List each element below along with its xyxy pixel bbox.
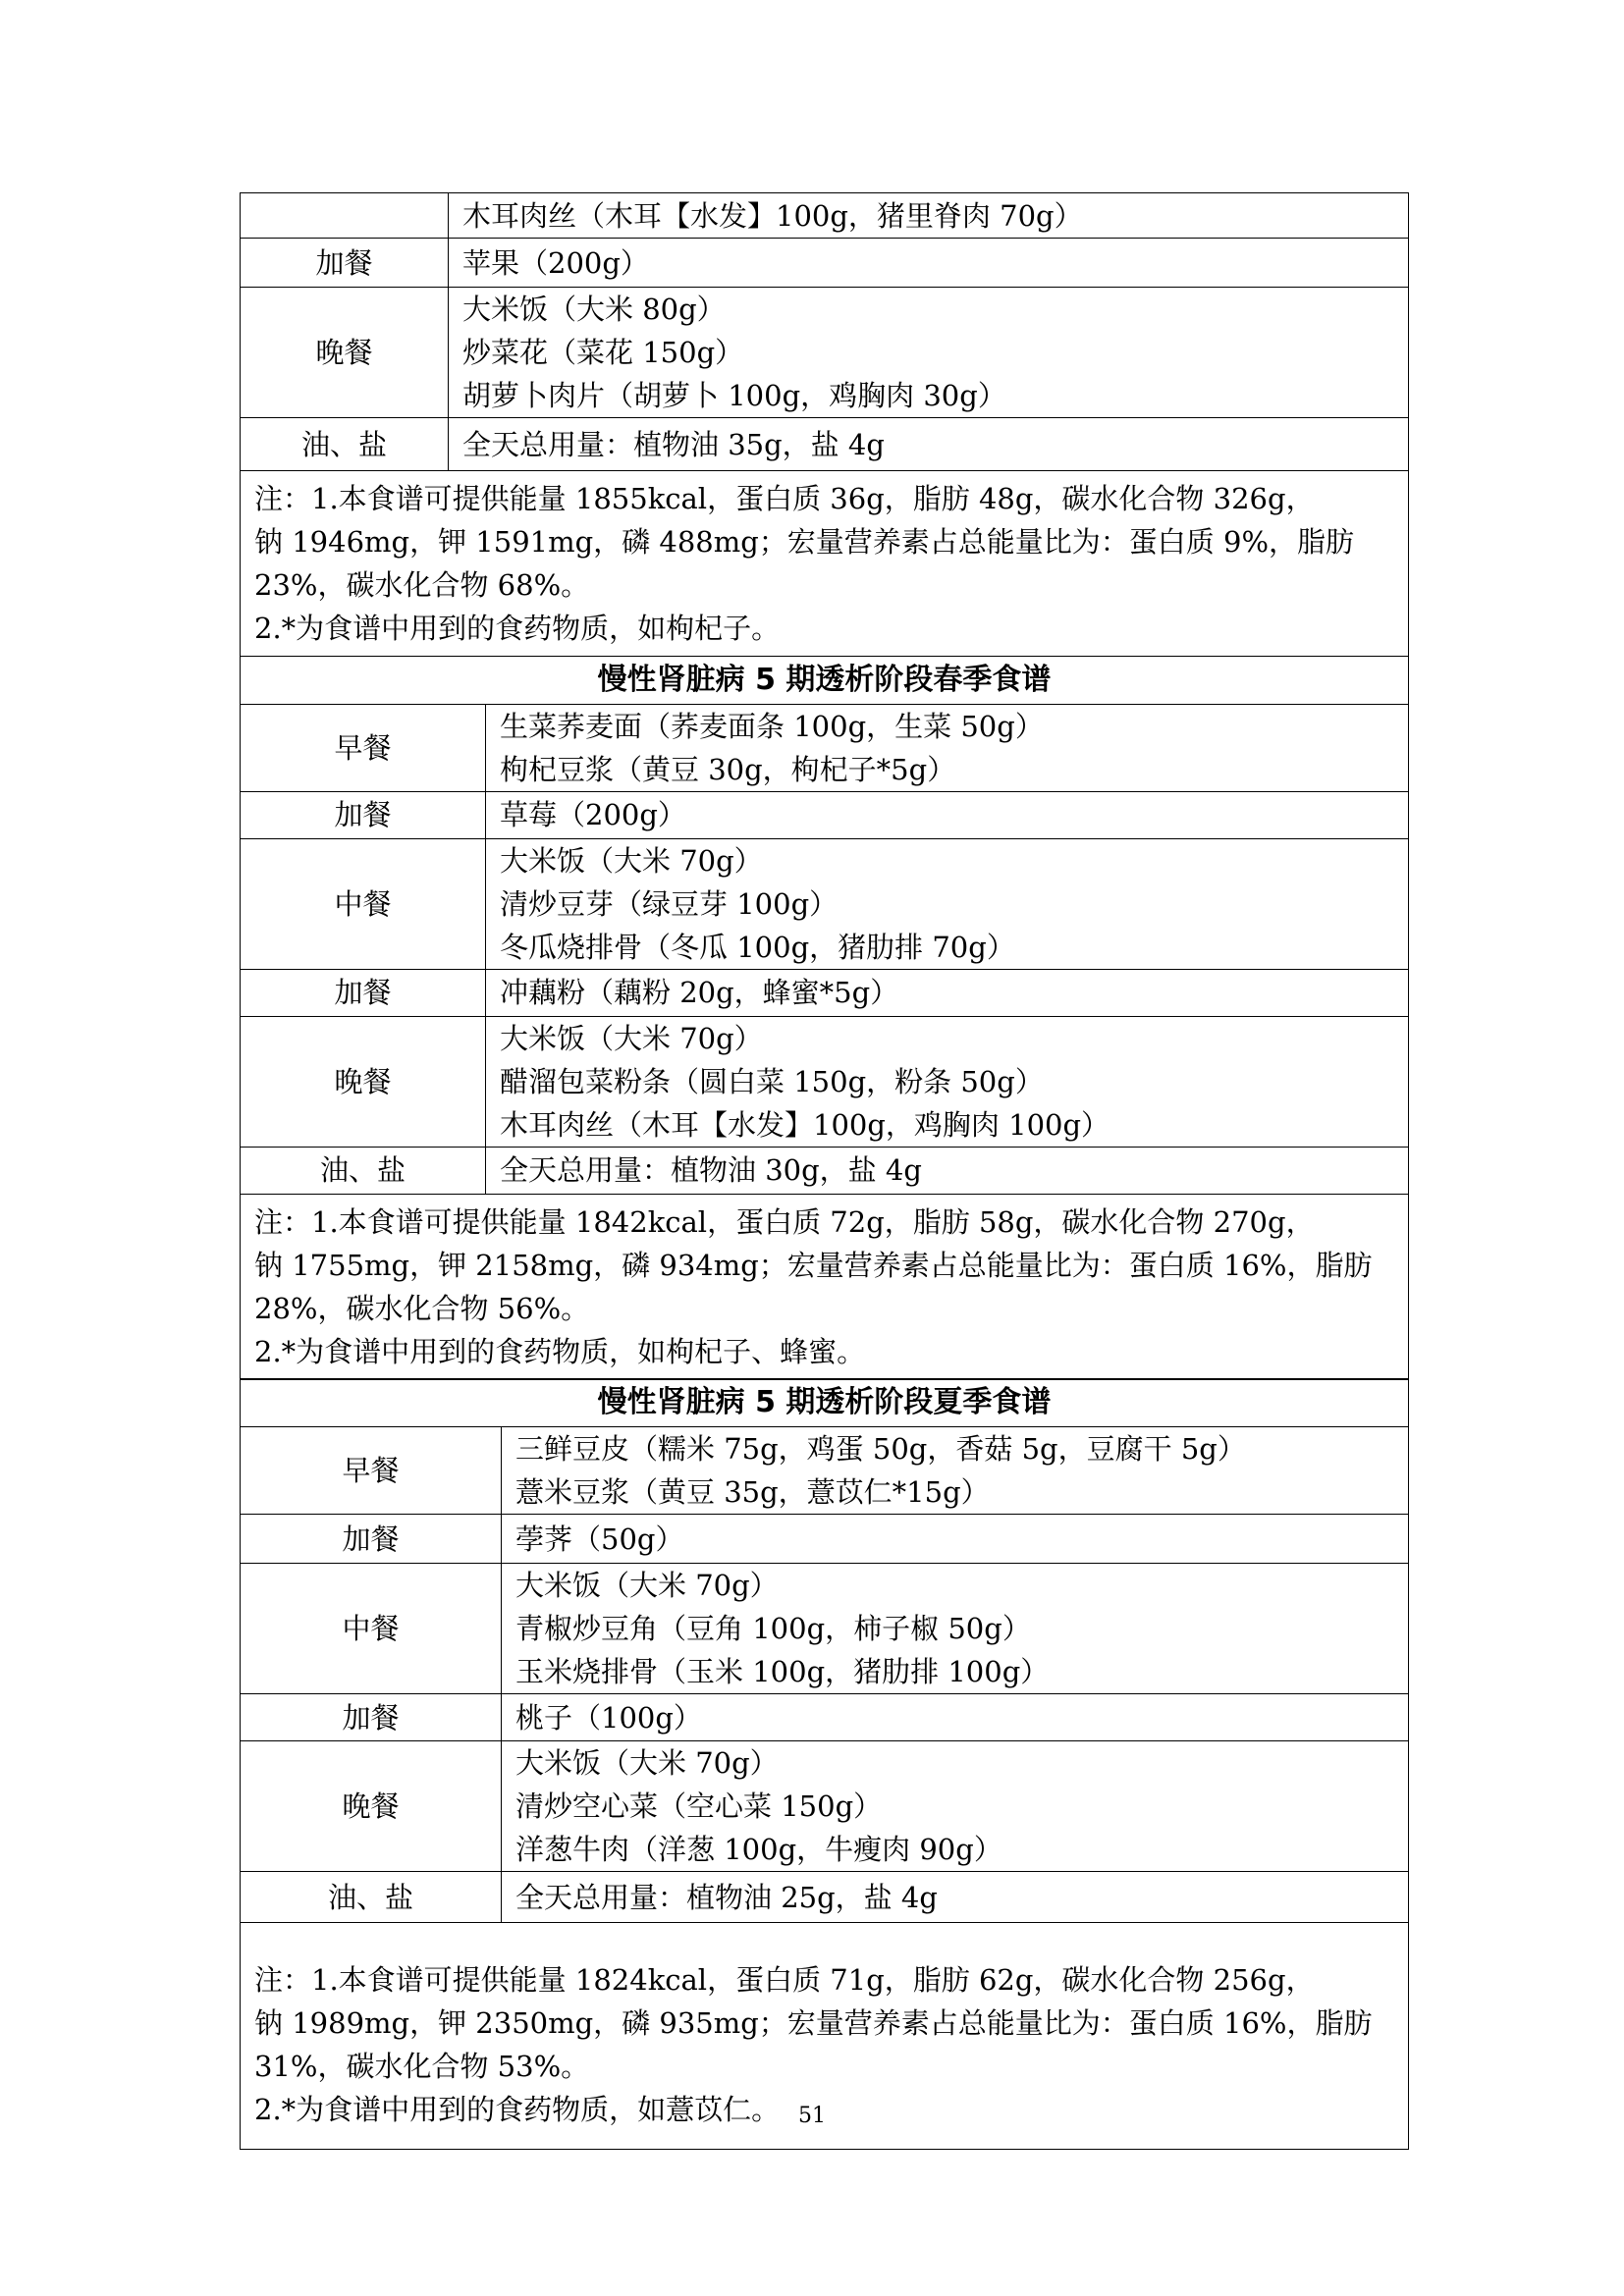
dish-cell <box>502 1872 1409 1923</box>
dish-item: 枸杞豆浆（黄豆 30g，枸杞子*5g） <box>500 752 956 786</box>
meal-label: 加餐 <box>241 969 486 1016</box>
dish-item: 桃子（100g） <box>515 1700 702 1735</box>
dish-item: 生菜荞麦面（荞麦面条 100g，生菜 50g） <box>500 709 1044 743</box>
dish-item: 全天总用量：植物油 30g，盐 4g <box>500 1153 922 1187</box>
table-row <box>241 791 1409 838</box>
note-line: 28%，碳水化合物 56%。 <box>254 1291 590 1325</box>
meal-label <box>241 193 449 239</box>
note-line: 2.*为食谱中用到的食药物质，如枸杞子。 <box>254 612 781 645</box>
dish-item: 大米饭（大米 70g） <box>500 843 763 878</box>
dish-cell <box>502 1427 1409 1515</box>
note-line: 注：1.本食谱可提供能量 1855kcal，蛋白质 36g，脂肪 48g，碳水化合物 326g， <box>254 482 1315 515</box>
note-line: 23%，碳水化合物 68%。 <box>254 568 590 602</box>
meal-label: 加餐 <box>241 239 449 288</box>
table-row <box>241 1741 1409 1872</box>
dish-cell <box>486 969 1409 1016</box>
dish-cell <box>449 418 1409 471</box>
dish-item: 洋葱牛肉（洋葱 100g，牛瘦肉 90g） <box>515 1833 1002 1866</box>
document-page <box>240 192 1408 2150</box>
table-row <box>241 1694 1409 1741</box>
dish-item: 胡萝卜肉片（胡萝卜 100g，鸡胸肉 30g） <box>462 379 1006 412</box>
dish-item: 炒菜花（菜花 150g） <box>462 336 744 369</box>
dish-item: 全天总用量：植物油 25g，盐 4g <box>515 1880 938 1914</box>
table-row <box>241 288 1409 418</box>
dish-cell <box>486 791 1409 838</box>
meal-label: 早餐 <box>241 704 486 791</box>
dish-item: 三鲜豆皮（糯米 75g，鸡蛋 50g，香菇 5g，豆腐干 5g） <box>515 1432 1246 1466</box>
dish-item: 青椒炒豆角（豆角 100g，柿子椒 50g） <box>515 1612 1031 1645</box>
table-row <box>241 418 1409 471</box>
dish-cell <box>449 193 1409 239</box>
meal-label: 加餐 <box>241 1515 502 1564</box>
spring-menu-title: 慢性肾脏病 5 期透析阶段春季食谱 <box>241 656 1409 704</box>
dish-item: 冬瓜烧排骨（冬瓜 100g，猪肋排 70g） <box>500 930 1015 964</box>
dish-item: 大米饭（大米 80g） <box>462 293 726 326</box>
dish-cell <box>502 1694 1409 1741</box>
dish-item: 冲藕粉（藕粉 20g，蜂蜜*5g） <box>500 976 899 1009</box>
table-row <box>241 1427 1409 1515</box>
meal-label: 油、盐 <box>241 1872 502 1923</box>
note-line: 钠 1989mg，钾 2350mg，磷 935mg；宏量营养素占总能量比为：蛋白质 16%，脂肪 <box>254 2006 1373 2040</box>
dish-cell <box>449 288 1409 418</box>
dish-item: 大米饭（大米 70g） <box>500 1021 763 1055</box>
dish-cell <box>486 1016 1409 1147</box>
dish-item: 大米饭（大米 70g） <box>515 1746 779 1780</box>
dish-item: 清炒空心菜（空心菜 150g） <box>515 1789 883 1823</box>
meal-label: 加餐 <box>241 791 486 838</box>
table-row <box>241 704 1409 791</box>
note-line: 31%，碳水化合物 53%。 <box>254 2050 590 2083</box>
meal-label: 中餐 <box>241 838 486 969</box>
dish-cell <box>502 1515 1409 1564</box>
dish-item: 薏米豆浆（黄豆 35g，薏苡仁*15g） <box>515 1475 990 1509</box>
meal-label: 加餐 <box>241 1694 502 1741</box>
meal-label: 晚餐 <box>241 1016 486 1147</box>
dish-item: 清炒豆芽（绿豆芽 100g） <box>500 886 839 921</box>
table-row <box>241 838 1409 969</box>
spring-notes <box>241 1194 1409 1379</box>
dish-item: 玉米烧排骨（玉米 100g，猪肋排 100g） <box>515 1655 1050 1688</box>
dish-item: 大米饭（大米 70g） <box>515 1569 779 1602</box>
dish-cell <box>486 1147 1409 1194</box>
table-row <box>241 1872 1409 1923</box>
meal-label: 油、盐 <box>241 1147 486 1194</box>
dish-cell <box>502 1741 1409 1872</box>
dish-item: 醋溜包菜粉条（圆白菜 150g，粉条 50g） <box>500 1064 1044 1098</box>
note-line: 2.*为食谱中用到的食药物质，如枸杞子、蜂蜜。 <box>254 1334 866 1368</box>
dish-item: 草莓（200g） <box>500 798 686 831</box>
note-line: 2.*为食谱中用到的食药物质，如薏苡仁。 <box>254 2093 781 2126</box>
menu-table-section <box>240 1378 1409 2150</box>
dish-item: 荸荠（50g） <box>515 1522 684 1556</box>
dish-cell <box>449 239 1409 288</box>
dish-cell <box>486 838 1409 969</box>
table-row <box>241 1564 1409 1694</box>
table-row <box>241 239 1409 288</box>
dish-item: 木耳肉丝（木耳【水发】100g，猪里脊肉 70g） <box>462 198 1083 233</box>
meal-label: 中餐 <box>241 1564 502 1694</box>
dish-item: 全天总用量：植物油 35g，盐 4g <box>462 427 885 461</box>
page-number: 51 <box>798 2104 826 2128</box>
part0-notes <box>241 471 1409 657</box>
meal-label: 油、盐 <box>241 418 449 471</box>
table-row <box>241 1515 1409 1564</box>
table-row <box>241 969 1409 1016</box>
dish-item: 苹果（200g） <box>462 245 649 280</box>
dish-cell <box>502 1564 1409 1694</box>
summer-menu-title: 慢性肾脏病 5 期透析阶段夏季食谱 <box>241 1379 1409 1427</box>
table-row <box>241 1147 1409 1194</box>
note-line: 注：1.本食谱可提供能量 1842kcal，蛋白质 72g，脂肪 58g，碳水化合物 270g， <box>254 1204 1315 1239</box>
menu-table-section <box>240 656 1409 1380</box>
dish-cell <box>486 704 1409 791</box>
table-row <box>241 1016 1409 1147</box>
menu-table-section <box>240 192 1409 657</box>
note-line: 钠 1755mg，钾 2158mg，磷 934mg；宏量营养素占总能量比为：蛋白质 16%，脂肪 <box>254 1248 1373 1282</box>
meal-label: 早餐 <box>241 1427 502 1515</box>
dish-item: 木耳肉丝（木耳【水发】100g，鸡胸肉 100g） <box>500 1107 1110 1142</box>
note-line: 注：1.本食谱可提供能量 1824kcal，蛋白质 71g，脂肪 62g，碳水化合物 256g， <box>254 1963 1315 1997</box>
meal-label: 晚餐 <box>241 288 449 418</box>
table-row <box>241 193 1409 239</box>
meal-label: 晚餐 <box>241 1741 502 1872</box>
note-line: 钠 1946mg，钾 1591mg，磷 488mg；宏量营养素占总能量比为：蛋白质 9%，脂肪 <box>254 525 1355 559</box>
